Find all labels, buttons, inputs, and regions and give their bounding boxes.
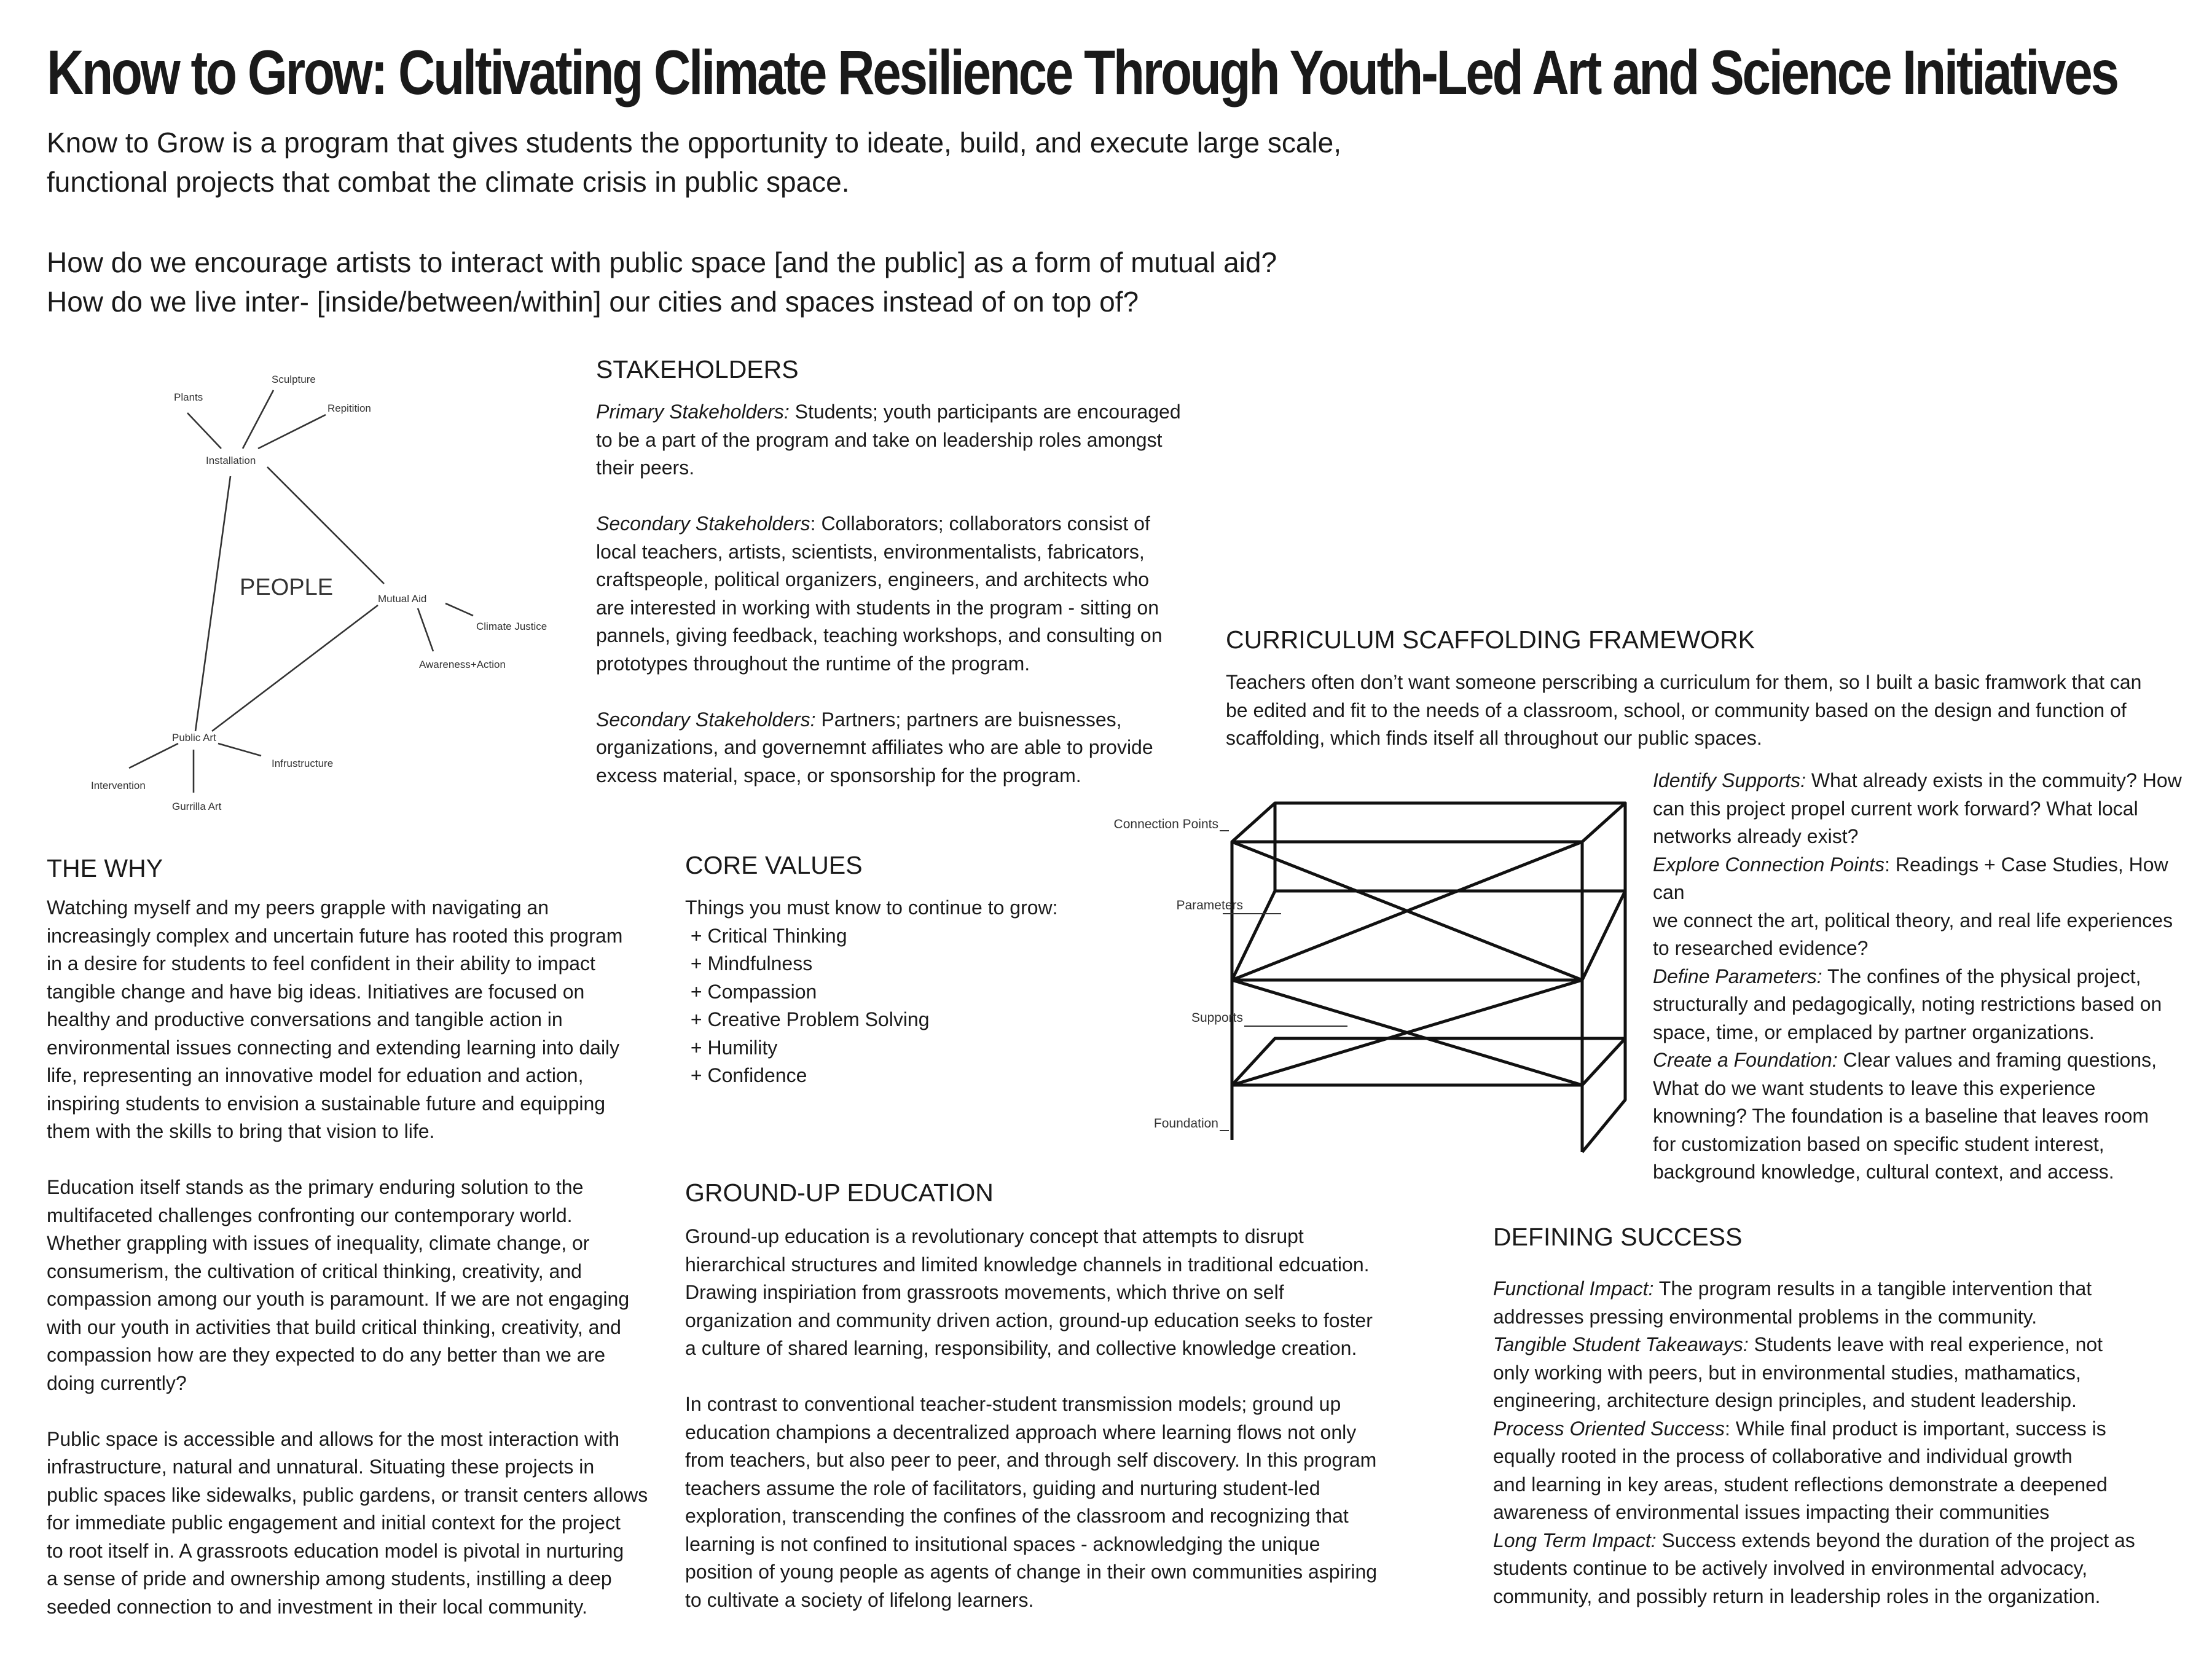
curriculum-intro: Teachers often don’t want someone perscribing a curriculum for them, so I built a basic framwork that can be edited and fit to the needs of a classroom, school, or community based on the design and function of scaffolding, which finds itself all throughout our public spaces. <box>1226 671 2142 749</box>
stakeholders-heading: STAKEHOLDERS <box>596 355 799 383</box>
stakeholder-label: Primary Stakeholders: <box>596 401 790 423</box>
label-foundation: Foundation <box>1153 1116 1218 1131</box>
text-line: in a desire for students to feel confident in their ability to impact <box>47 952 595 975</box>
intro-line: functional projects that combat the climate crisis in public space. <box>47 166 850 198</box>
core-value-item: + Critical Thinking <box>685 924 847 947</box>
text-line: teachers assume the role of facilitators, guiding and nurturing student-led <box>685 1477 1320 1499</box>
text-line: organization and community driven action, ground-up education seeks to foster <box>685 1309 1373 1332</box>
text-line: a culture of shared learning, responsibility, and collective knowledge creation. <box>685 1337 1357 1359</box>
text-line: education champions a decentralized approach where learning flows not only <box>685 1421 1357 1443</box>
text-line: Watching myself and my peers grapple with navigating an <box>47 896 549 919</box>
label-connection-points: Connection Points <box>1113 817 1218 831</box>
label-parameters: Parameters <box>1176 898 1243 912</box>
people-center-label: PEOPLE <box>240 575 334 600</box>
why-paragraph <box>47 894 686 1146</box>
curriculum-step-label: Identify Supports: <box>1653 769 1806 791</box>
stakeholder-label: Secondary Stakeholders: <box>596 708 816 731</box>
text-line: position of young people as agents of change in their own communities aspiring <box>685 1561 1378 1583</box>
page-title: Know to Grow: Cultivating Climate Resilience Through Youth-Led Art and Science Initiatives <box>47 37 2117 108</box>
curriculum-step: Define Parameters: The confines of the physical project, structurally and pedagogically, noting restrictions based on space, time, or emplaced by partner organizations. <box>1653 965 2162 1043</box>
stakeholders-text: Primary Stakeholders: Students; youth participants are encouraged to be a part of the program and take on leadership roles amongst their peers. Secondary Stakeholders: Collaborators; collaborators consist of local teachers, artists, scientists, environmentalists, fabricators, craftspeople, political organizers, engineers, and architects who are interested in working with students in the program - sitting on pannels, giving feedback, teaching workshops, and consulting on prototypes throughout the runtime of the program. Secondary Stakeholders: Partners; partners are buisnesses, organizations, and governemnt affiliates who are able to provide excess material, space, or sponsorship for the program. <box>596 401 1181 786</box>
curriculum-step-label: Explore Connection Points <box>1653 853 1885 876</box>
ground-up-paragraph <box>685 1223 1502 1363</box>
guiding-question: How do we encourage artists to interact with public space [and the public] as a form of mutual aid? <box>47 246 1277 278</box>
guiding-question: How do we live inter- [inside/between/within] our cities and spaces instead of on top of? <box>47 286 1139 318</box>
label-supports: Supports <box>1191 1011 1243 1025</box>
ground-up-paragraph <box>685 1390 1502 1614</box>
success-item: Tangible Student Takeaways: Students leave with real experience, not only working with peers, but in environmental studies, mathamatics, engineering, architecture design principles, and student leadership. <box>1493 1333 2103 1411</box>
success-item-label: Process Oriented Success <box>1493 1417 1725 1440</box>
curriculum-step-label: Create a Foundation: <box>1653 1049 1838 1071</box>
text-line: learning is not confined to insitutional spaces - acknowledging the unique <box>685 1532 1320 1555</box>
text-line: healthy and productive conversations and tangible action in <box>47 1008 563 1030</box>
core-value-item: + Confidence <box>685 1064 807 1086</box>
why-paragraph <box>47 1426 686 1622</box>
text-line: consumerism, the cultivation of critical thinking, creativity, and <box>47 1260 582 1282</box>
ground-up-text <box>685 1223 1502 1614</box>
node-installation: Installation <box>206 455 256 466</box>
node-climate-justice: Climate Justice <box>476 621 547 632</box>
node-public-art: Public Art <box>172 732 216 743</box>
text-line: Ground-up education is a revolutionary concept that attempts to disrupt <box>685 1225 1304 1247</box>
text-line: them with the skills to bring that vision to life. <box>47 1120 435 1142</box>
success-item-label: Functional Impact: <box>1493 1277 1654 1300</box>
text-line: seeded connection to and investment in their local community. <box>47 1595 587 1618</box>
text-line: doing currently? <box>47 1371 187 1394</box>
core-value-item: + Mindfulness <box>685 952 813 975</box>
text-line: multifaceted challenges confronting our contemporary world. <box>47 1204 573 1226</box>
node-infrustructure: Infrustructure <box>272 758 334 769</box>
text-line: for immediate public engagement and initial context for the project <box>47 1512 621 1534</box>
stakeholder-label: Secondary Stakeholders <box>596 512 810 535</box>
curriculum-step: Identify Supports: What already exists in the commuity? How can this project propel current work forward? What local networks already exist? <box>1653 769 2182 847</box>
curriculum-step: Create a Foundation: Clear values and framing questions, What do we want students to leave this experience knowning? The foundation is a baseline that leaves room for customization based on specific student interest, background knowledge, cultural context, and access. <box>1653 1049 2157 1183</box>
success-item: Process Oriented Success: While final product is important, success is equally rooted in the process of collaborative and individual growth and learning in key areas, student reflections demonstrate a deepened awareness of environmental issues impacting their communities <box>1493 1417 2108 1523</box>
text-line: tangible change and have big ideas. Initiatives are focused on <box>47 980 585 1003</box>
text-line: Public space is accessible and allows for the most interaction with <box>47 1427 619 1450</box>
why-paragraph <box>47 1174 686 1397</box>
guiding-questions <box>47 243 1398 321</box>
node-gurrilla-art: Gurrilla Art <box>172 801 222 812</box>
success-item: Functional Impact: The program results in a tangible intervention that addresses pressing environmental problems in the community. <box>1493 1277 2092 1328</box>
node-sculpture: Sculpture <box>272 374 316 385</box>
text-line: with our youth in activities that build critical thinking, creativity, and <box>47 1316 621 1338</box>
core-value-item: + Compassion <box>685 980 817 1003</box>
intro-line: Know to Grow is a program that gives students the opportunity to ideate, build, and execute large scale, <box>47 127 1341 159</box>
text-line: Drawing inspiriation from grassroots movements, which thrive on self <box>685 1281 1284 1303</box>
core-values-heading: CORE VALUES <box>685 851 863 879</box>
text-line: Education itself stands as the primary enduring solution to the <box>47 1176 584 1198</box>
text-line: life, representing an innovative model for eduation and action, <box>47 1064 584 1086</box>
scaffolding-diagram <box>1113 786 1631 1155</box>
success-text <box>1493 1275 2200 1610</box>
text-line: to root itself in. A grassroots education model is pivotal in nurturing <box>47 1539 624 1562</box>
text-line: a sense of pride and ownership among students, instilling a deep <box>47 1567 612 1590</box>
text-line: exploration, transcending the confines of the classroom and recognizing that <box>685 1505 1349 1527</box>
text-line: hierarchical structures and limited knowledge channels in traditional edcuation. <box>685 1253 1370 1276</box>
success-item-label: Tangible Student Takeaways: <box>1493 1333 1749 1355</box>
text-line: public spaces like sidewalks, public gardens, or transit centers allows <box>47 1483 648 1506</box>
curriculum-steps <box>1653 767 2194 1186</box>
node-plants: Plants <box>174 391 203 403</box>
why-text <box>47 894 686 1621</box>
text-line: environmental issues connecting and extending learning into daily <box>47 1036 620 1059</box>
core-value-item: + Humility <box>685 1036 778 1059</box>
curriculum-heading: CURRICULUM SCAFFOLDING FRAMEWORK <box>1226 626 1755 654</box>
success-heading: DEFINING SUCCESS <box>1493 1223 1743 1251</box>
text-line: Whether grappling with issues of inequality, climate change, or <box>47 1232 590 1254</box>
curriculum-step: Explore Connection Points: Readings + Case Studies, How can we connect the art, political theory, and real life experiences to researched evidence? <box>1653 853 2173 959</box>
text-line: In contrast to conventional teacher-student transmission models; ground up <box>685 1393 1341 1415</box>
core-value-item: + Creative Problem Solving <box>685 1008 930 1030</box>
success-item-label: Long Term Impact: <box>1493 1529 1657 1551</box>
intro-statement <box>47 123 1398 202</box>
people-network-diagram <box>74 363 578 830</box>
text-line: infrastructure, natural and unnatural. Situating these projects in <box>47 1456 595 1478</box>
curriculum-step-label: Define Parameters: <box>1653 965 1822 987</box>
why-heading: THE WHY <box>47 854 163 882</box>
node-awareness-action: Awareness+Action <box>419 659 506 670</box>
node-mutual-aid: Mutual Aid <box>378 593 427 605</box>
text-line: inspiring students to envision a sustainable future and equipping <box>47 1092 606 1115</box>
ground-up-heading: GROUND-UP EDUCATION <box>685 1179 994 1207</box>
success-item: Long Term Impact: Success extends beyond the duration of the project as students continue to be actively involved in environmental advocacy, community, and possibly return in leadership roles in the organization. <box>1493 1529 2135 1607</box>
core-values-intro: Things you must know to continue to grow: <box>685 896 1058 919</box>
node-intervention: Intervention <box>91 780 146 791</box>
text-line: compassion among our youth is paramount. If we are not engaging <box>47 1288 630 1310</box>
text-line: from teachers, but also peer to peer, and through self discovery. In this program <box>685 1449 1377 1471</box>
core-values-list <box>685 894 1115 1090</box>
node-repitition: Repitition <box>327 402 371 414</box>
text-line: compassion how are they expected to do any better than we are <box>47 1344 605 1366</box>
text-line: increasingly complex and uncertain future has rooted this program <box>47 924 623 947</box>
text-line: to cultivate a society of lifelong learners. <box>685 1588 1034 1611</box>
